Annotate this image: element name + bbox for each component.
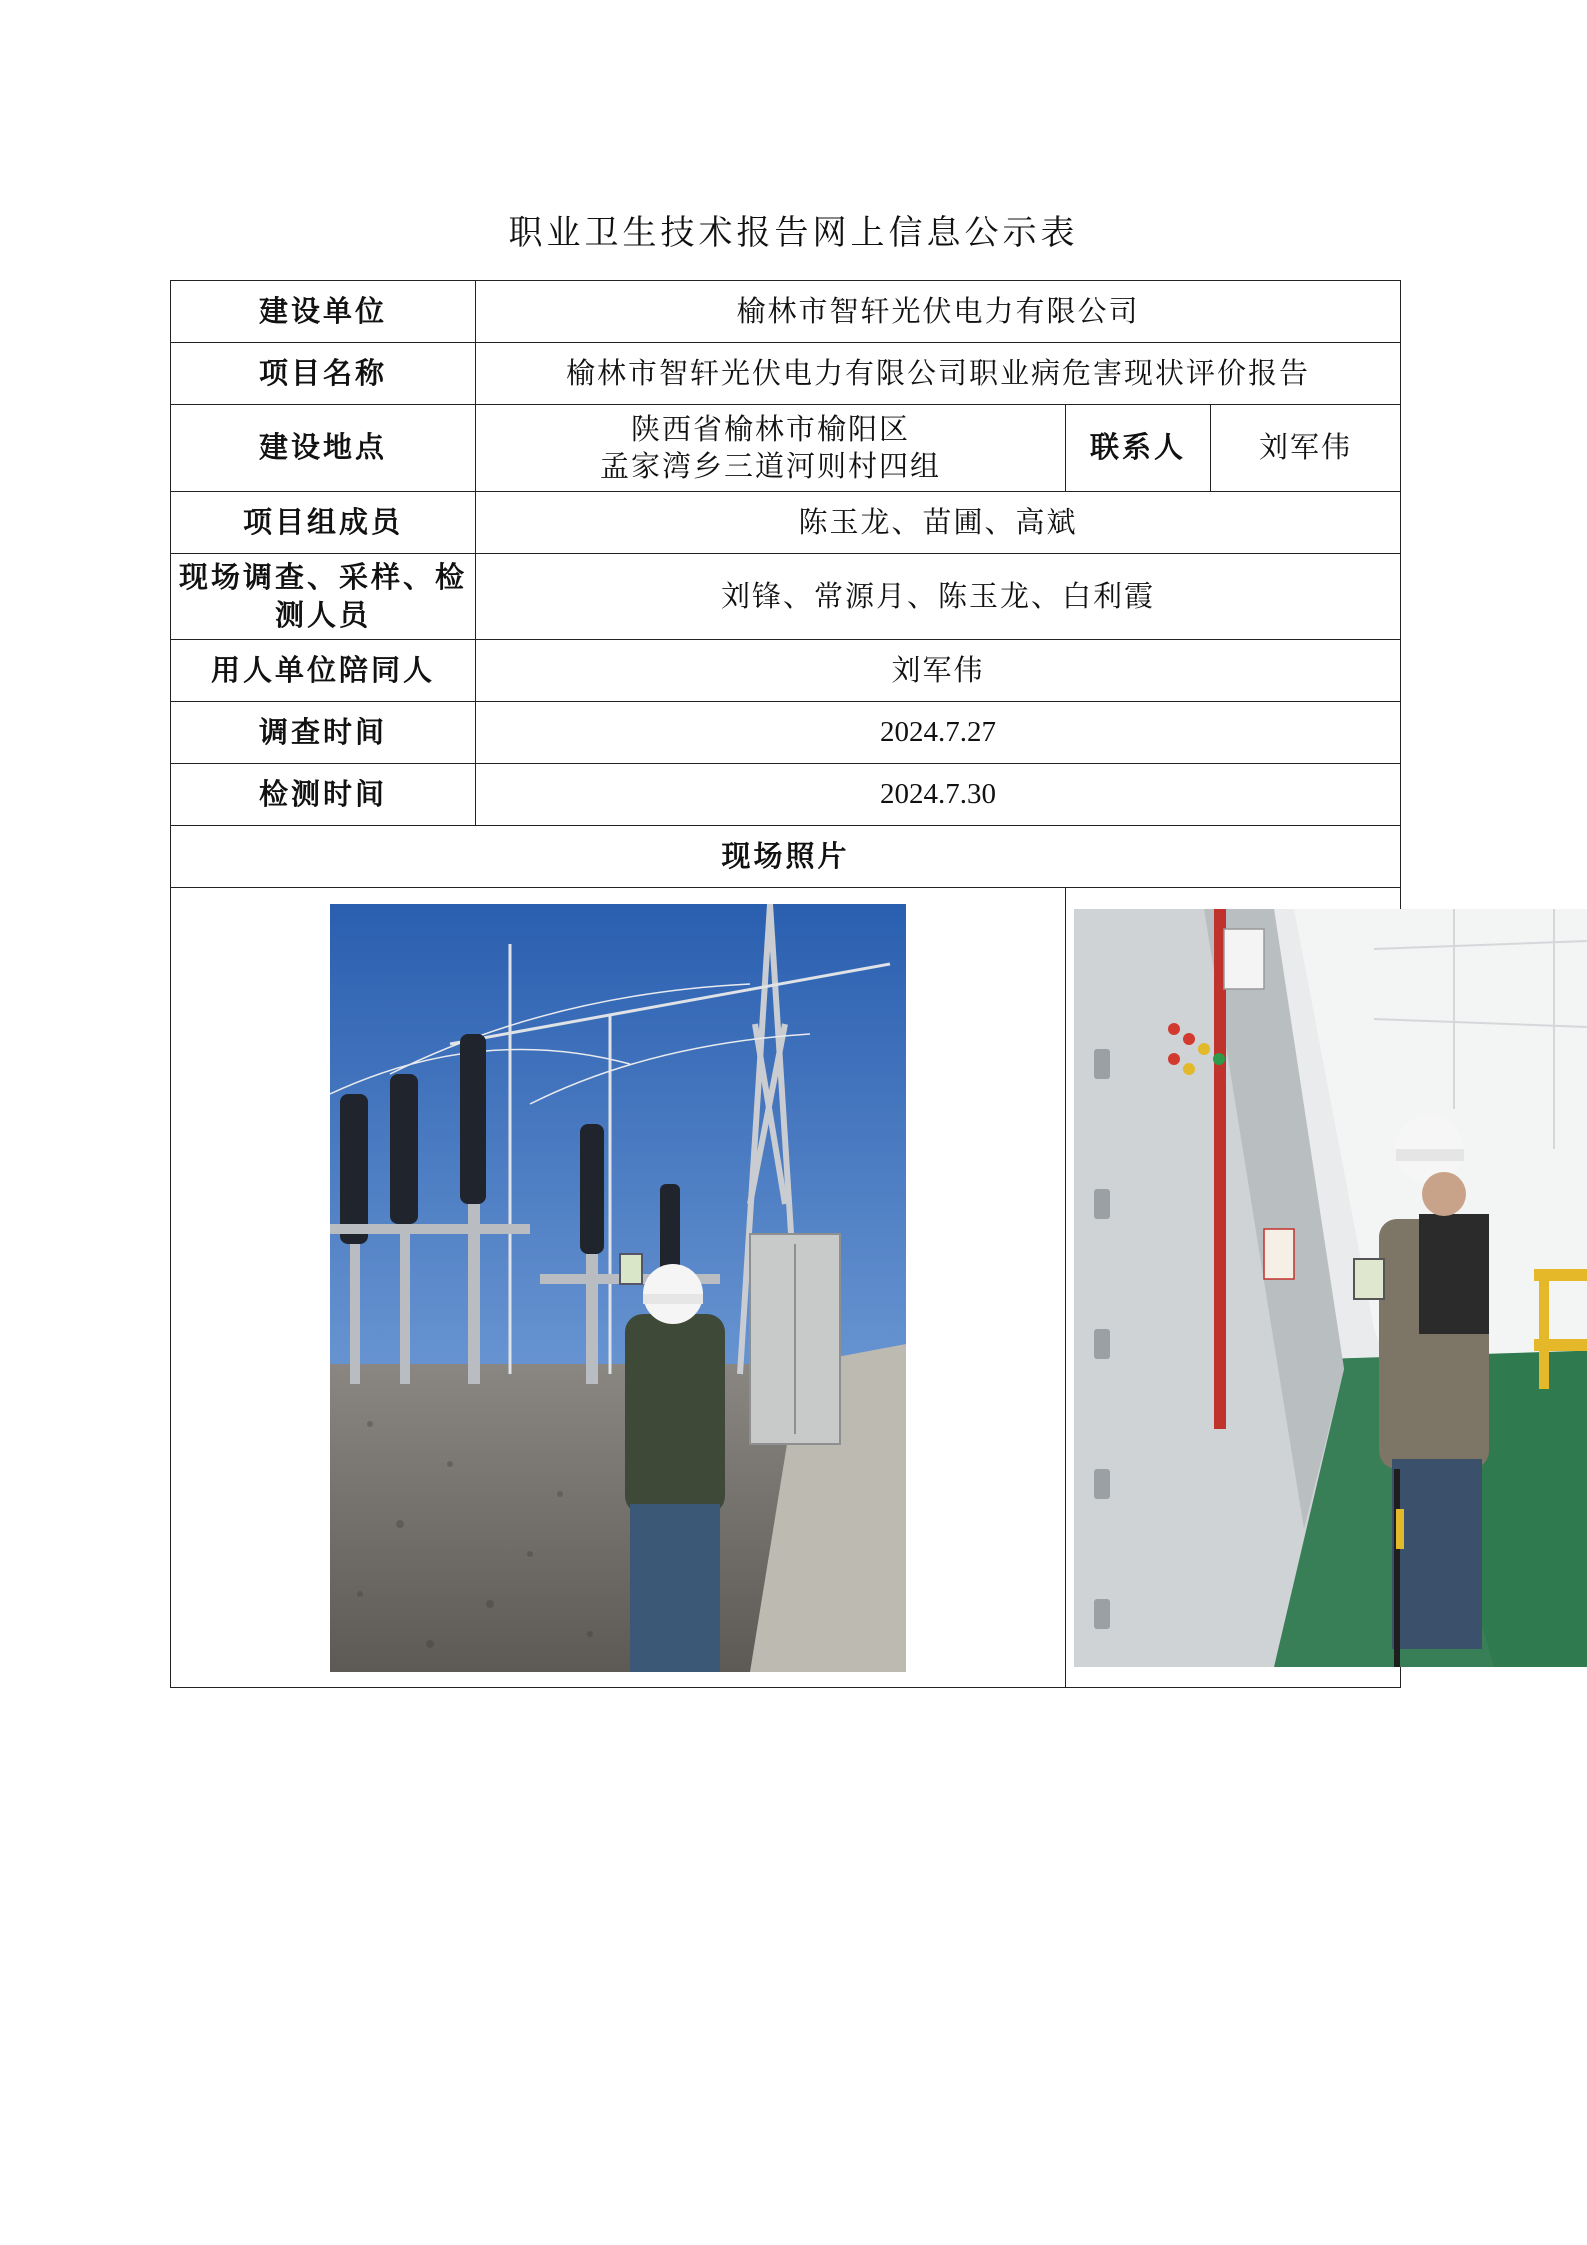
survey-staff-label — [171, 554, 476, 640]
survey-staff-label-line-1: 现场调查、采样、检 — [179, 560, 468, 595]
info-table — [170, 280, 1401, 1688]
page-title: 职业卫生技术报告网上信息公示表 — [508, 213, 1079, 253]
row-photos-header — [171, 826, 1401, 888]
row-survey-staff — [171, 554, 1401, 640]
survey-staff-label-line-2: 测人员 — [274, 597, 371, 632]
photo-cell-left — [171, 888, 1066, 1688]
survey-time-value: 2024.7.27 — [476, 702, 1401, 764]
location-label: 建设地点 — [171, 405, 476, 492]
contact-value: 刘军伟 — [1211, 405, 1401, 492]
survey-time-label: 调查时间 — [171, 702, 476, 764]
photos-label: 现场照片 — [171, 826, 1401, 888]
project-label: 项目名称 — [171, 343, 476, 405]
row-test-time — [171, 764, 1401, 826]
test-time-label: 检测时间 — [171, 764, 476, 826]
location-value — [476, 405, 1066, 492]
unit-label: 建设单位 — [171, 281, 476, 343]
site-photo-indoor-switchgear — [1074, 909, 1587, 1667]
site-photo-outdoor-substation — [330, 904, 906, 1672]
row-project — [171, 343, 1401, 405]
contact-label: 联系人 — [1066, 405, 1211, 492]
escort-value: 刘军伟 — [476, 640, 1401, 702]
members-label: 项目组成员 — [171, 492, 476, 554]
project-value: 榆林市智轩光伏电力有限公司职业病危害现状评价报告 — [476, 343, 1401, 405]
row-survey-time — [171, 702, 1401, 764]
location-line-2: 孟家湾乡三道河则村四组 — [599, 449, 941, 483]
members-value: 陈玉龙、苗圃、高斌 — [476, 492, 1401, 554]
photo-cell-right — [1066, 888, 1401, 1688]
location-line-1: 陕西省榆林市榆阳区 — [630, 411, 910, 446]
unit-value: 榆林市智轩光伏电力有限公司 — [476, 281, 1401, 343]
row-location — [171, 405, 1401, 492]
survey-staff-value: 刘锋、常源月、陈玉龙、白利霞 — [476, 554, 1401, 640]
row-members — [171, 492, 1401, 554]
escort-label: 用人单位陪同人 — [171, 640, 476, 702]
test-time-value: 2024.7.30 — [476, 764, 1401, 826]
row-unit — [171, 281, 1401, 343]
row-escort — [171, 640, 1401, 702]
row-photos — [171, 888, 1401, 1688]
